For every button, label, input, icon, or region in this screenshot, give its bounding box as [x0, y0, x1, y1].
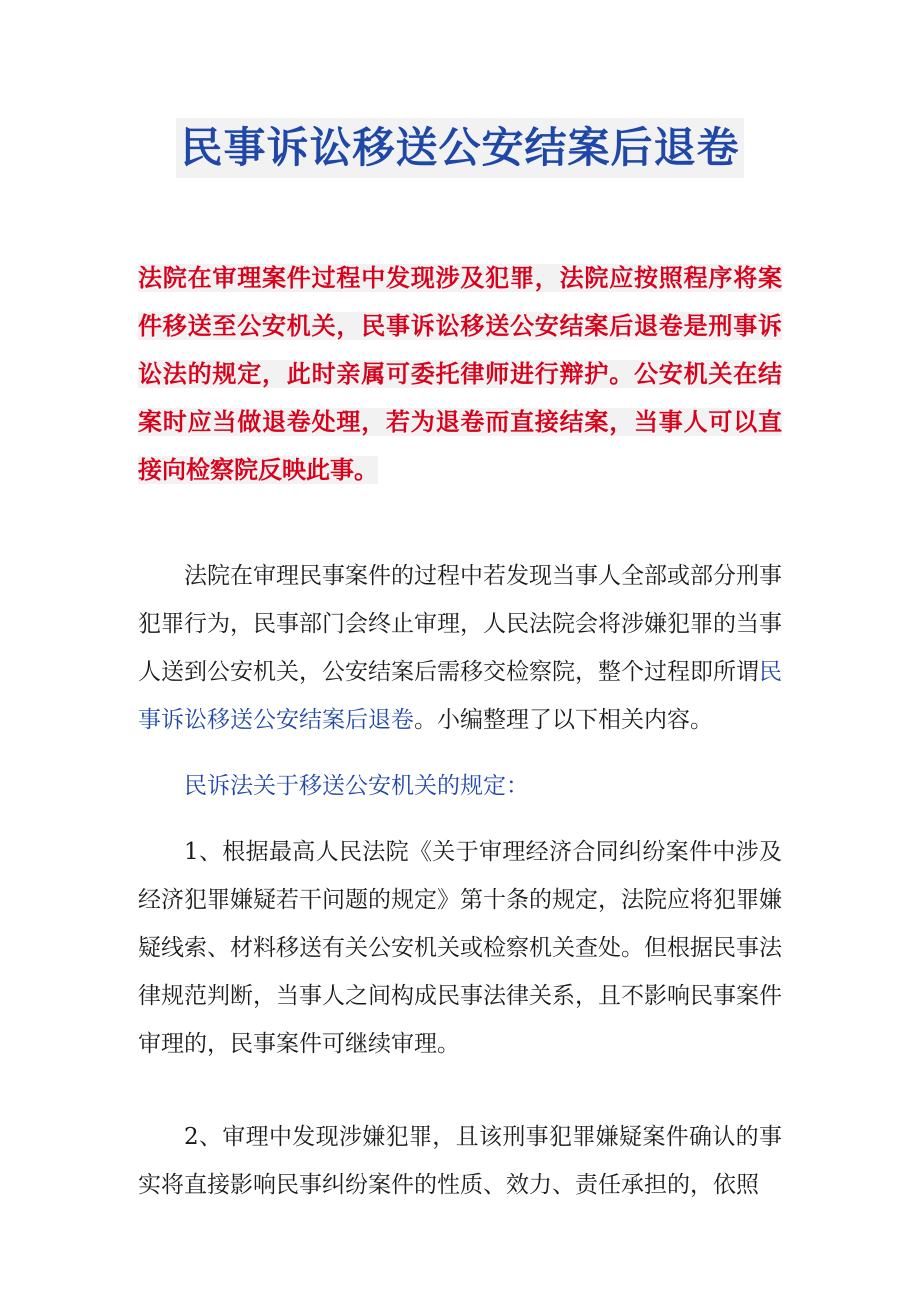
document-title: 民事诉讼移送公安结案后退卷 — [176, 118, 743, 178]
summary-paragraph — [138, 254, 782, 494]
intro-text-after: 。小编整理了以下相关内容。 — [414, 707, 713, 733]
section-heading: 民诉法关于移送公安机关的规定： — [184, 773, 529, 799]
title-container — [0, 118, 920, 178]
list-item-1: 1、根据最高人民法院《关于审理经济合同纠纷案件中涉及经济犯罪嫌疑若干问题的规定》第十条的规定，法院应将犯罪嫌疑线索、材料移送有关公安机关或检察机关查处。但根据民事法律规范判断，当事人之间构成民事法律关系，且不影响民事案件审理的，民事案件可继续审理。 — [138, 839, 782, 1057]
topic-link[interactable]: 民事诉讼移送公安结案后退卷 — [138, 659, 782, 733]
summary-text: 法院在审理案件过程中发现涉及犯罪，法院应按照程序将案件移送至公安机关，民事诉讼移送公安结案后退卷是刑事诉讼法的规定，此时亲属可委托律师进行辩护。公安机关在结案时应当做退卷处理，若为退卷而直接结案，当事人可以直接向检察院反映此事。 — [138, 264, 782, 484]
intro-text-before: 法院在审理民事案件的过程中若发现当事人全部或部分刑事犯罪行为，民事部门会终止审理，人民法院会将涉嫌犯罪的当事人送到公安机关，公安结案后需移交检察院，整个过程即所谓 — [138, 563, 782, 685]
list-item-2: 2、审理中发现涉嫌犯罪，且该刑事犯罪嫌疑案件确认的事实将直接影响民事纠纷案件的性质、效力、责任承担的，依照 — [138, 1124, 782, 1198]
intro-paragraph — [138, 552, 782, 744]
